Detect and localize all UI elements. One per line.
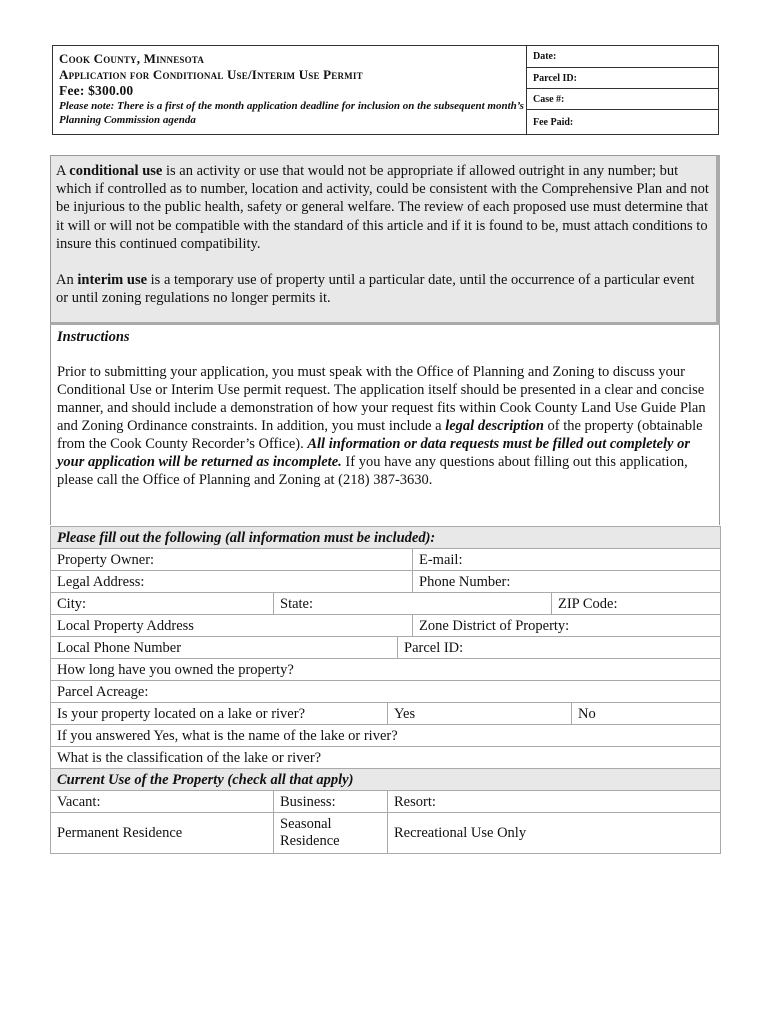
form-header xyxy=(52,45,719,135)
local-address-row xyxy=(51,615,721,637)
acreage-row xyxy=(51,681,721,703)
lake-name-field[interactable]: If you answered Yes, what is the name of the lake or river? xyxy=(51,725,721,747)
legal-description-term: legal description xyxy=(445,418,544,434)
interim-use-definition: An interim use is a temporary use of property until a particular date, until the occurrence of a particular event or until zoning regulations no longer permits it. xyxy=(56,272,695,307)
conditional-use-term: conditional use xyxy=(69,163,163,179)
office-use-block xyxy=(527,46,718,134)
instructions-title: Instructions xyxy=(57,329,130,345)
resort-option[interactable]: Resort: xyxy=(388,791,721,813)
local-phone-field[interactable]: Local Phone Number xyxy=(51,637,398,659)
owner-row xyxy=(51,549,721,571)
ownership-duration-row xyxy=(51,659,721,681)
permanent-residence-option[interactable]: Permanent Residence xyxy=(51,813,274,854)
city-field[interactable]: City: xyxy=(51,593,274,615)
application-title: Application for Conditional Use/Interim Use Permit xyxy=(59,67,363,82)
instructions-section xyxy=(50,325,720,525)
ownership-duration-field[interactable]: How long have you owned the property? xyxy=(51,659,721,681)
header-title-block xyxy=(53,46,527,134)
application-form-table xyxy=(50,526,721,854)
lake-name-row xyxy=(51,725,721,747)
application-fee: Fee: $300.00 xyxy=(59,83,134,98)
email-field[interactable]: E-mail: xyxy=(413,549,721,571)
legal-address-row xyxy=(51,571,721,593)
incomplete-warning: All information or data requests must be filled out completely or your application will be returned as incomplete. xyxy=(57,436,690,470)
legal-address-field[interactable]: Legal Address: xyxy=(51,571,413,593)
state-field[interactable]: State: xyxy=(274,593,552,615)
phone-number-field[interactable]: Phone Number: xyxy=(413,571,721,593)
zone-district-field[interactable]: Zone District of Property: xyxy=(413,615,721,637)
property-owner-field[interactable]: Property Owner: xyxy=(51,549,413,571)
current-use-row-2 xyxy=(51,813,721,854)
instructions-text: Prior to submitting your application, you must speak with the Office of Planning and Zoning to discuss your Conditional Use or Interim Use permit request. The application itself should be presented in a clear and concise manner, and should include a demonstration of how your request fits within Cook County Land Use Guide Plan and Zoning Ordinance constraints. In addition, you must include a legal description of the property (obtainable from the Cook County Recorder’s Office). All information or data requests must be filled out completely or your application will be returned as incomplete. If you have any questions about filling out this application, please call the Office of Planning and Zoning at (218) 387-3630. xyxy=(57,364,706,488)
conditional-use-definition: A conditional use is an activity or use that would not be appropriate if allowed outright in any number; but which if controlled as to number, location and activity, could be consistent with the Comprehensive Plan and not be injurious to the public health, safety or general welfare. The review of each proposed use must determine that it will or will not be compatible with the standard of this article and if it is found to be, must attach conditions to insure this continued compatibility. xyxy=(56,163,709,252)
current-use-row-1 xyxy=(51,791,721,813)
date-field[interactable]: Date: xyxy=(527,46,718,68)
vacant-option[interactable]: Vacant: xyxy=(51,791,274,813)
deadline-note: Please note: There is a first of the month application deadline for inclusion on the subsequent month’s Planning Commission agenda xyxy=(59,100,524,126)
definitions-box xyxy=(50,155,720,325)
business-option[interactable]: Business: xyxy=(274,791,388,813)
section-header-current-use: Current Use of the Property (check all that apply) xyxy=(51,769,721,791)
lake-question-row xyxy=(51,703,721,725)
local-property-address-field[interactable]: Local Property Address xyxy=(51,615,413,637)
section-header-required-info: Please fill out the following (all information must be included): xyxy=(51,527,721,549)
local-phone-row xyxy=(51,637,721,659)
lake-no-option[interactable]: No xyxy=(572,703,721,725)
city-row xyxy=(51,593,721,615)
recreational-use-option[interactable]: Recreational Use Only xyxy=(388,813,721,854)
interim-use-term: interim use xyxy=(77,272,148,289)
zip-code-field[interactable]: ZIP Code: xyxy=(552,593,721,615)
county-name: Cook County, Minnesota xyxy=(59,51,205,66)
case-number-field[interactable]: Case #: xyxy=(527,89,718,110)
lake-classification-field[interactable]: What is the classification of the lake or river? xyxy=(51,747,721,769)
parcel-acreage-field[interactable]: Parcel Acreage: xyxy=(51,681,721,703)
lake-question-label: Is your property located on a lake or river? xyxy=(51,703,388,725)
seasonal-residence-option[interactable]: Seasonal Residence xyxy=(274,813,388,854)
lake-class-row xyxy=(51,747,721,769)
lake-yes-option[interactable]: Yes xyxy=(388,703,572,725)
parcel-id-form-field[interactable]: Parcel ID: xyxy=(398,637,721,659)
fee-paid-field[interactable]: Fee Paid: xyxy=(533,117,574,128)
parcel-id-field[interactable]: Parcel ID: xyxy=(527,68,718,89)
